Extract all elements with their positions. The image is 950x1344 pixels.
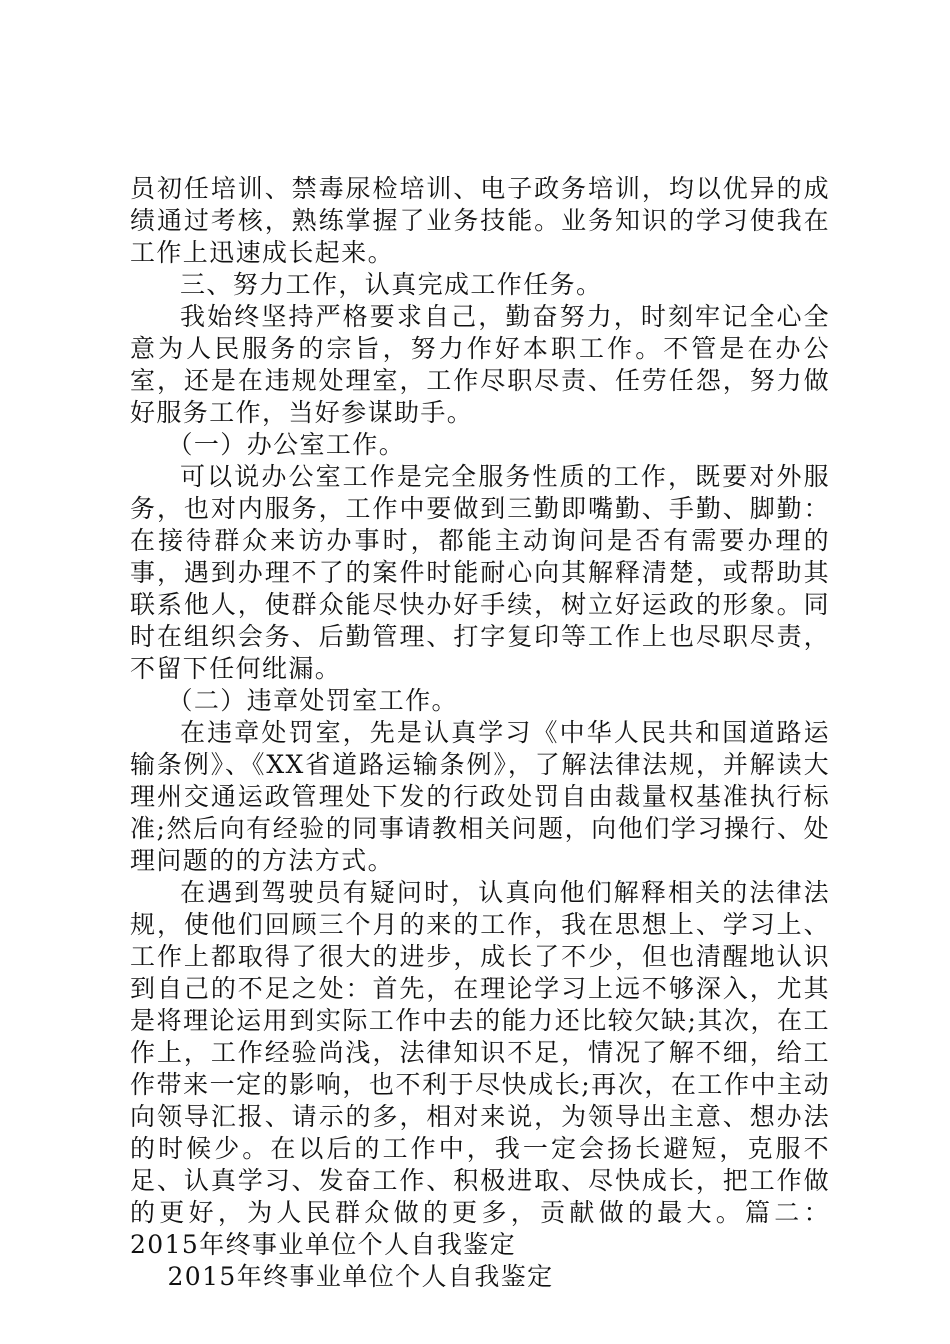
- paragraph-summary: 在遇到驾驶员有疑问时，认真向他们解释相关的法律法规，使他们回顾三个月的来的工作，我在思想上、学习上、工作上都取得了很大的进步，成长了不少，但也清醒地认识到自己的不足之处：首先，在理论学习上远不够深入，尤其是将理论运用到实际工作中去的能力还比较欠缺;其次，在工作上，工作经验尚浅，法律知识不足，情况了解不细，给工作带来一定的影响，也不利于尽快成长;再次，在工作中主动向领导汇报、请示的多，相对来说，为领导出主意、想办法的时候少。在以后的工作中，我一定会扬长避短，克服不足、认真学习、发奋工作、积极进取、尽快成长，把工作做的更好，为人民群众做的更多，贡献做的最大。篇二：2015年终事业单位个人自我鉴定: [130, 878, 830, 1259]
- subsection-heading-office: （一）办公室工作。: [167, 430, 406, 459]
- section-heading-three: 三、努力工作，认真完成工作任务。: [180, 270, 603, 299]
- paragraph-office-work: 可以说办公室工作是完全服务性质的工作，既要对外服务，也对内服务，工作中要做到三勤即嘴勤、手勤、脚勤：在接待群众来访办事时，都能主动询问是否有需要办理的事，遇到办理不了的案件时能耐心向其解释清楚，或帮助其联系他人，使群众能尽快办好手续，树立好运政的形象。同时在组织会务、后勤管理、打字复印等工作上也尽职尽责，不留下任何纰漏。: [130, 462, 830, 683]
- paragraph-violation-work: 在违章处罚室，先是认真学习《中华人民共和国道路运输条例》、《XX省道路运输条例》，了解法律法规，并解读大理州交通运政管理处下发的行政处罚自由裁量权基准执行标准;然后向有经验的同事请教相关问题，向他们学习操行、处理问题的的方法方式。: [130, 718, 830, 875]
- paragraph-work-attitude: 我始终坚持严格要求自己，勤奋努力，时刻牢记全心全意为人民服务的宗旨，努力作好本职工作。不管是在办公室，还是在违规处理室，工作尽职尽责、任劳任怨，努力做好服务工作，当好参谋助手。: [130, 302, 830, 427]
- paragraph-training-continuation: 员初任培训、禁毒尿检培训、电子政务培训，均以优异的成绩通过考核，熟练掌握了业务技能。业务知识的学习使我在工作上迅速成长起来。: [130, 174, 830, 267]
- subsection-heading-violation: （二）违章处罚室工作。: [167, 686, 458, 715]
- document-body: [130, 173, 830, 1293]
- paragraph-next-title: 2015年终事业单位个人自我鉴定: [167, 1262, 554, 1291]
